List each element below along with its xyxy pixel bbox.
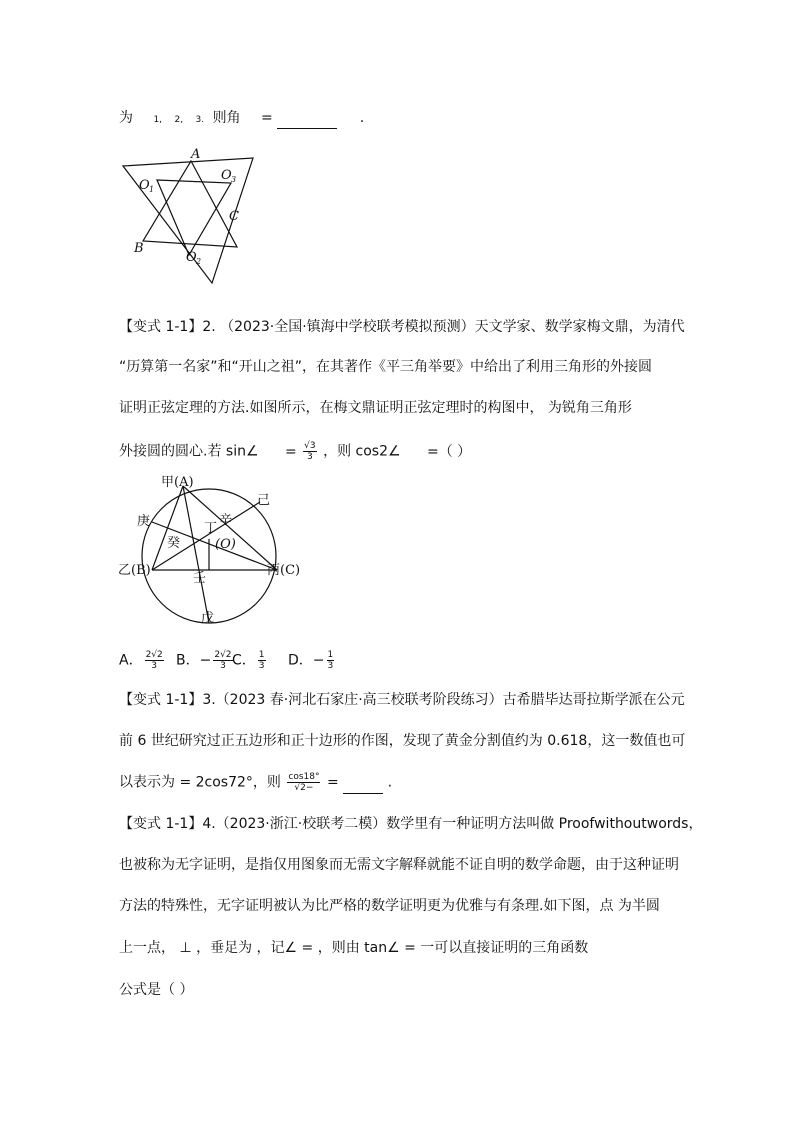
svg-text:O: O	[221, 168, 232, 183]
q4-line3: 方法的特殊性，无字证明被认为比严格的数学证明更为优雅与有条理.如下图，点 为半圆	[119, 898, 660, 914]
svg-text:戊: 戊	[201, 611, 215, 626]
q2-line3: 证明正弦定理的方法.如图所示，在梅文鼎证明正弦定理时的构图中， 为锐角三角形	[119, 400, 632, 416]
q3-line3: 以表示为 = 2cos72°，则 $\frac{\cos 18^\circ}{√2-}$ = .	[119, 772, 393, 793]
sin-fraction: $\frac{√3}{3}$	[304, 441, 316, 462]
svg-text:1: 1	[149, 185, 155, 194]
svg-text:乙(B): 乙(B)	[118, 563, 151, 578]
svg-text:庚: 庚	[137, 514, 151, 529]
figure-triangles	[115, 143, 265, 288]
svg-text:丙(C): 丙(C)	[267, 563, 301, 578]
option-b[interactable]: B．− $\frac{2√2}{3}$	[176, 650, 232, 671]
option-d[interactable]: D．− $\frac{1}{3}$	[288, 650, 334, 671]
svg-text:壬: 壬	[193, 571, 207, 586]
svg-text:O: O	[139, 178, 150, 193]
q4-line5: 公式是（ ）	[119, 982, 194, 998]
svg-text:辛: 辛	[219, 513, 233, 528]
svg-text:癸: 癸	[167, 536, 181, 551]
q1-line: 为 1, 2, 3. 则角 = .	[119, 108, 364, 130]
svg-text:己: 己	[257, 493, 271, 508]
q2-line4: 外接圆的圆心.若 sin∠ = $\frac{√3}{3}$ ，则 cos2∠ =（ ）	[119, 441, 472, 462]
svg-text:A: A	[191, 147, 201, 162]
svg-text:甲(A): 甲(A)	[161, 475, 194, 490]
svg-text:2: 2	[196, 257, 202, 266]
q4-line4: 上一点， ⊥ ，垂足为 ，记∠ = ，则由 tan∠ = 一可以直接证明的三角函数	[119, 940, 589, 956]
answer-blank	[343, 773, 383, 794]
svg-text:(O): (O)	[215, 537, 236, 552]
svg-text:丁: 丁	[204, 521, 218, 536]
q4-line1: 【变式 1-1】4.（2023·浙江·校联考二模）数学里有一种证明方法叫做 Proofwithoutwords，	[119, 816, 703, 832]
q2-line2: “历算第一名家”和“开山之祖”，在其著作《平三角举要》中给出了利用三角形的外接圆	[119, 359, 653, 375]
cos-fraction: $\frac{\cos 18^\circ}{√2-}$	[288, 772, 320, 793]
figure-circle	[115, 472, 305, 627]
option-c[interactable]: C． $\frac{1}{3}$	[232, 650, 265, 671]
q2-line1: 【变式 1-1】2. （2023·全国·镇海中学校联考模拟预测）天文学家、数学家梅文鼎，为清代	[119, 319, 685, 335]
svg-text:B: B	[134, 241, 144, 256]
svg-text:3: 3	[231, 175, 237, 184]
q3-line2: 前 6 世纪研究过正五边形和正十边形的作图，发现了黄金分割值约为 0.618，这一数值也可	[119, 733, 686, 749]
option-a[interactable]: A． $\frac{2√2}{3}$	[119, 650, 163, 671]
answer-blank	[277, 108, 337, 129]
q4-line2: 也被称为无字证明，是指仅用图象而无需文字解释就能不证自明的数学命题，由于这种证明	[119, 857, 679, 873]
svg-text:C: C	[229, 209, 239, 224]
q3-line1: 【变式 1-1】3.（2023 春·河北石家庄·高三校联考阶段练习）古希腊毕达哥拉斯学派在公元	[119, 692, 685, 708]
svg-text:O: O	[186, 250, 197, 265]
